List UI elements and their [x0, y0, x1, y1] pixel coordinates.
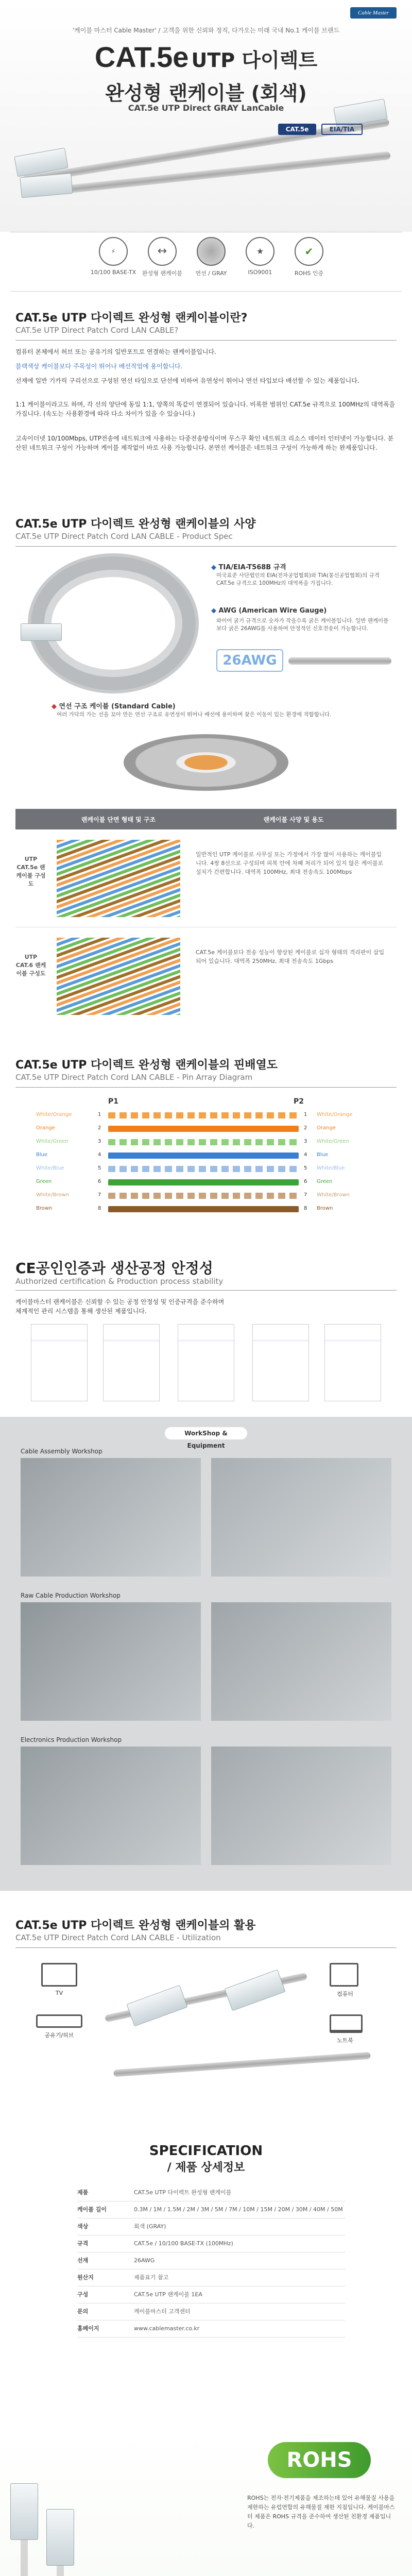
- workshop-row-label: Raw Cable Production Workshop: [21, 1592, 121, 1599]
- spec-row: [77, 2201, 345, 2218]
- spec-section: [0, 515, 412, 1036]
- pin-number: 2: [304, 1125, 307, 1131]
- page-title: CAT.5e UTP 다이렉트: [94, 41, 318, 73]
- table-row: UTP CAT.6 랜케이블 구성도 CAT.5e 케이블보다 전송 성능이 향상된 케이블로 십자 형태의 격리판이 삽입되어 있습니다. 대역폭 250MHz, 최대 전송속도 1Gbps: [15, 927, 397, 1025]
- workshop-photo: [21, 1458, 201, 1577]
- intro-subtitle: CAT.5e UTP Direct Patch Cord LAN CABLE?: [15, 326, 179, 335]
- usage-section: [0, 1917, 412, 2112]
- rohs-section: [0, 2421, 412, 2576]
- cable-cross-section: [124, 734, 288, 791]
- pinout-subtitle: CAT.5e UTP Direct Patch Cord LAN CABLE - Pin Array Diagram: [15, 1073, 253, 1082]
- pin-diagram: [15, 1110, 397, 1224]
- intro-p1: 컴퓨터 본체에서 허브 또는 공유기의 일반포트로 연결하는 랜케이블입니다.: [15, 348, 216, 355]
- pin-row: [15, 1137, 397, 1147]
- iso-icon: ★: [246, 237, 274, 266]
- spec-value: 케이블마스터 고객센터: [134, 2308, 191, 2315]
- p1-label: P1: [108, 1097, 118, 1106]
- spec-value: CAT.5e UTP 다이렉트 완성형 랜케이블: [134, 2189, 232, 2196]
- spec-key: 규격: [77, 2240, 89, 2247]
- pin-number: 6: [304, 1179, 307, 1184]
- eia-tia-badge: EIA/TIA: [321, 124, 363, 135]
- cable-diagram: [57, 938, 180, 1015]
- spec-item3-title: ◆ 연선 구조 케이블 (Standard Cable): [52, 703, 176, 710]
- pin-row: [15, 1124, 397, 1134]
- pin-number: 6: [98, 1179, 101, 1184]
- pin-row: [15, 1164, 397, 1174]
- intro-p2: 블랙색상 케이블보다 주목성이 뛰어나 배선작업에 용이합니다.: [15, 363, 183, 370]
- spec-row: [77, 2269, 345, 2286]
- certificate-image: [178, 1324, 234, 1401]
- laptop-icon: [330, 2014, 363, 2033]
- spec-item2-title: ◆ AWG (American Wire Gauge): [211, 607, 327, 615]
- pin-wire: [108, 1166, 299, 1172]
- rj45-plug-icon: [10, 2483, 38, 2540]
- computer-icon: [330, 1963, 358, 1987]
- specification-title: SPECIFICATION / 제품 상세정보: [149, 2143, 263, 2174]
- usage-label-laptop: 노트북: [337, 2037, 353, 2044]
- table-row: UTP CAT.5e 랜케이블 구성도 일반적인 UTP 케이블로 사무실 또는 가정에서 가장 많이 사용하는 케이블입니다. 4쌍 8선으로 구성되며 피복 안에 차폐 처리가 되어 있지 않은 케이블로 설치가 간편합니다. 대역폭 100MHz, 최대 전송속도 100Mbps: [15, 829, 397, 927]
- spec-row: [77, 2218, 345, 2235]
- rohs-badge: ROHS: [268, 2442, 371, 2478]
- spec-value: 26AWG: [134, 2257, 155, 2264]
- pin-number: 5: [98, 1165, 101, 1171]
- pin-wire: [108, 1112, 299, 1118]
- pin-label: White/Green: [36, 1139, 68, 1144]
- workshop-row-label: Electronics Production Workshop: [21, 1736, 122, 1743]
- page-title-2: 완성형 랜케이블 (회색): [105, 82, 307, 105]
- cert-p2: 체계적인 관리 시스템을 통해 생산된 제품입니다.: [15, 1308, 147, 1315]
- spec-row: [77, 2235, 345, 2252]
- pin-number: 7: [98, 1192, 101, 1198]
- certificate-image: [324, 1324, 381, 1401]
- certificate-image: [31, 1324, 88, 1401]
- pinout-section: [0, 1056, 412, 1231]
- usage-label-computer: 컴퓨터: [337, 1991, 353, 1997]
- spec-item1-title: ◆ TIA/EIA-T568B 규격: [211, 564, 286, 571]
- spec-value: 제품표기 참고: [134, 2274, 169, 2281]
- cert-p1: 케이블마스터 랜케이블은 신뢰할 수 있는 공정 안정성 및 인증규격을 준수하며: [15, 1298, 225, 1306]
- pin-row: [15, 1150, 397, 1161]
- router-icon: [36, 2014, 82, 2028]
- spec-key: 제품: [77, 2189, 89, 2196]
- usage-label-tv: TV: [55, 1990, 63, 1996]
- usage-title: CAT.5e UTP 다이렉트 완성형 랜케이블의 활용: [15, 1919, 256, 1932]
- usage-subtitle: CAT.5e UTP Direct Patch Cord LAN CABLE - Utilization: [15, 1933, 221, 1942]
- intro-p3: 선재에 일반 기카릭 구리선으로 구성된 연선 타입으로 단선에 비하여 유연성이 뛰어나 연선 타입보다 배선할 수 있는 제품입니다.: [15, 377, 359, 384]
- pin-label: Orange: [36, 1125, 55, 1131]
- pin-label: White/Green: [317, 1139, 349, 1144]
- spec-item1-desc: 미국표준 사단법인의 EIA(전자공업협회)와 TIA(통신공업협회)의 규격 CAT.5e 규격으로 100MHz의 대역폭을 가집니다.: [216, 572, 380, 586]
- pin-number: 1: [304, 1112, 307, 1117]
- certificate-image: [103, 1324, 160, 1401]
- pin-wire: [108, 1206, 299, 1212]
- pin-label: White/Brown: [317, 1192, 350, 1198]
- pin-number: 3: [98, 1139, 101, 1144]
- spec-item2-desc: 와이어 굵기 규격으로 숫자가 작을수록 굵은 케이블입니다. 일반 랜케이블보다 굵은 26AWG를 사용하여 안정적인 신호전송이 가능합니다.: [216, 618, 389, 632]
- pin-label: Orange: [317, 1125, 336, 1131]
- spec-row: [77, 2320, 345, 2337]
- rohs-icon: ✔: [295, 237, 323, 266]
- specification-section: [0, 2143, 412, 2401]
- speed-icon: ⚡: [99, 237, 128, 266]
- pin-row: [15, 1191, 397, 1201]
- pin-label: Blue: [317, 1152, 329, 1158]
- cert-section: [0, 1257, 412, 1896]
- pin-number: 5: [304, 1165, 307, 1171]
- intro-section: [0, 304, 412, 484]
- pin-wire: [108, 1179, 299, 1185]
- length-icon: ↔: [148, 237, 177, 266]
- pin-wire: [108, 1139, 299, 1145]
- pin-number: 2: [98, 1125, 101, 1131]
- spec-key: 선재: [77, 2257, 89, 2264]
- spec-row: [77, 2252, 345, 2269]
- pin-number: 8: [98, 1206, 101, 1211]
- pin-label: Blue: [36, 1152, 48, 1158]
- header-tagline: '케이블 마스터 Cable Master' / 고객을 위한 신뢰와 정직, 다가오는 미래 국내 No.1 케이블 브랜드: [72, 27, 340, 34]
- cert-title: CE공인인증과 생산공정 안정성: [15, 1260, 213, 1277]
- workshop-panel: [0, 1417, 412, 1891]
- pin-label: White/Brown: [36, 1192, 69, 1198]
- workshop-photo: [211, 1458, 391, 1577]
- rj45-plug-icon: [224, 1970, 285, 2011]
- pin-number: 7: [304, 1192, 307, 1198]
- spec-item3-desc: 여러 가닥의 가는 선을 꼬아 만든 연선 구조로 유연성이 뛰어나 배선에 용이하며 잦은 이동이 있는 환경에 적합합니다.: [57, 711, 332, 718]
- workshop-row-label: Cable Assembly Workshop: [21, 1448, 102, 1455]
- cert-subtitle: Authorized certification & Production process stability: [15, 1277, 224, 1286]
- spec-value: CAT.5e UTP 랜케이블 1EA: [134, 2291, 202, 2298]
- cable-image: [288, 657, 391, 665]
- pin-row: [15, 1204, 397, 1214]
- spec-key: 원산지: [77, 2274, 94, 2281]
- pinout-title: CAT.5e UTP 다이렉트 완성형 랜케이블의 핀배열도: [15, 1059, 278, 1072]
- brand-logo: Cable Master: [350, 7, 397, 19]
- spec-value: 0.3M / 1M / 1.5M / 2M / 3M / 5M / 7M / 10M / 15M / 20M / 30M / 40M / 50M: [134, 2206, 343, 2213]
- tv-icon: [41, 1963, 77, 1987]
- pin-row: [15, 1110, 397, 1121]
- rohs-desc: ROHS는 전자·전기제품을 제조하는데 있어 유해물질 사용을 제한하는 유럽연합의 유해물질 제한 지침입니다. 케이블마스터 제품은 ROHS 규격을 준수하여 생산된 친환경 제품입니다.: [247, 2495, 395, 2529]
- spec-key: 케이블 길이: [77, 2206, 107, 2213]
- page-subtitle: CAT.5e UTP Direct GRAY LanCable: [128, 103, 284, 113]
- spec-row: [77, 2184, 345, 2201]
- pin-number: 4: [98, 1152, 101, 1158]
- spec-title: CAT.5e UTP 다이렉트 완성형 랜케이블의 사양: [15, 518, 256, 531]
- usage-label-router: 공유기/허브: [44, 2032, 74, 2039]
- cable-diagram: [57, 840, 180, 917]
- pin-number: 4: [304, 1152, 307, 1158]
- workshop-photo: [211, 1602, 391, 1721]
- cat5e-badge: CAT.5e: [278, 124, 316, 135]
- spec-key: 홈페이지: [77, 2325, 99, 2332]
- pin-label: White/Blue: [317, 1165, 345, 1171]
- spec-key: 구성: [77, 2291, 89, 2298]
- pin-label: White/Orange: [36, 1112, 72, 1117]
- spec-value: CAT.5e / 10/100 BASE-TX (100MHz): [134, 2240, 233, 2247]
- header-section: [0, 0, 412, 232]
- spec-row: [77, 2303, 345, 2320]
- workshop-photo: [211, 1747, 391, 1865]
- spec-value: www.cablemaster.co.kr: [134, 2325, 200, 2332]
- certificate-image: [252, 1324, 309, 1401]
- pin-wire: [108, 1126, 299, 1132]
- intro-p4: 1:1 케이블이라고도 하며, 각 선의 양단에 동일 1:1, 양쪽의 똑같이 연결되어 있습니다. 비록한 범위인 CAT.5e 규격으로 100MHz의 대역폭을 가집니다. (속도는 사용환경에 따라 다소 차이가 있을 수 있습니다.): [15, 401, 396, 417]
- spec-row: [77, 2286, 345, 2303]
- intro-title: CAT.5e UTP 다이렉트 완성형 랜케이블이란?: [15, 312, 248, 325]
- rj45-plug-icon: [46, 2509, 74, 2566]
- pin-label: White/Orange: [317, 1112, 353, 1117]
- cable-image: [113, 2052, 371, 2077]
- pin-label: Brown: [317, 1206, 333, 1211]
- spec-table: [77, 2184, 345, 2337]
- pin-row: [15, 1177, 397, 1188]
- pin-wire: [108, 1153, 299, 1159]
- spec-subtitle: CAT.5e UTP Direct Patch Cord LAN CABLE - Product Spec: [15, 532, 233, 541]
- table-header: 랜케이블 단면 형태 및 구조: [81, 816, 156, 823]
- pin-label: Green: [36, 1179, 52, 1184]
- pin-label: White/Blue: [36, 1165, 64, 1171]
- pin-number: 8: [304, 1206, 307, 1211]
- pin-label: Green: [317, 1179, 333, 1184]
- feature-icons: [0, 232, 412, 294]
- workshop-photo: [21, 1602, 201, 1721]
- spec-value: 회색 (GRAY): [134, 2223, 166, 2230]
- spec-key: 색상: [77, 2223, 89, 2230]
- feature-color: 연선 / GRAY: [188, 237, 234, 277]
- workshop-photo: [21, 1747, 201, 1865]
- rj45-plug-icon: [21, 623, 62, 641]
- feature-rohs: ✔ ROHS 인증: [286, 237, 332, 277]
- intro-p5: 고속이더넷 10/100Mbps, UTP전송에 네트워크에 사용하는 다중전송방식이며 무스쿠 확인 네트워크 리소스 데이터 인터넷이 가능합니다. 분산된 네트워크 구성이 가능하며 케이블 제작없이 바로 사용 가능합니다. 본연선 케이블은 네트워크 구성이 가능하게 하는 완제품입니다.: [15, 435, 394, 451]
- spec-key: 문의: [77, 2308, 89, 2315]
- pin-number: 1: [98, 1112, 101, 1117]
- color-icon: [197, 237, 226, 266]
- p2-label: P2: [293, 1097, 304, 1106]
- table-header: 랜케이블 사양 및 용도: [263, 816, 324, 823]
- awg-badge: 26AWG: [216, 649, 283, 672]
- pin-number: 3: [304, 1139, 307, 1144]
- feature-speed: ⚡ 10/100 BASE-TX: [90, 237, 136, 276]
- workshop-label: WorkShop & Equipment: [165, 1427, 247, 1439]
- feature-iso: ★ ISO9001: [237, 237, 283, 276]
- pin-wire: [108, 1193, 299, 1199]
- structure-table: [15, 809, 397, 1030]
- rj45-plug-icon: [20, 173, 73, 198]
- pin-label: Brown: [36, 1206, 53, 1211]
- rj45-plug-icon: [126, 1985, 187, 2027]
- feature-length: ↔ 완성형 랜케이블: [139, 237, 185, 277]
